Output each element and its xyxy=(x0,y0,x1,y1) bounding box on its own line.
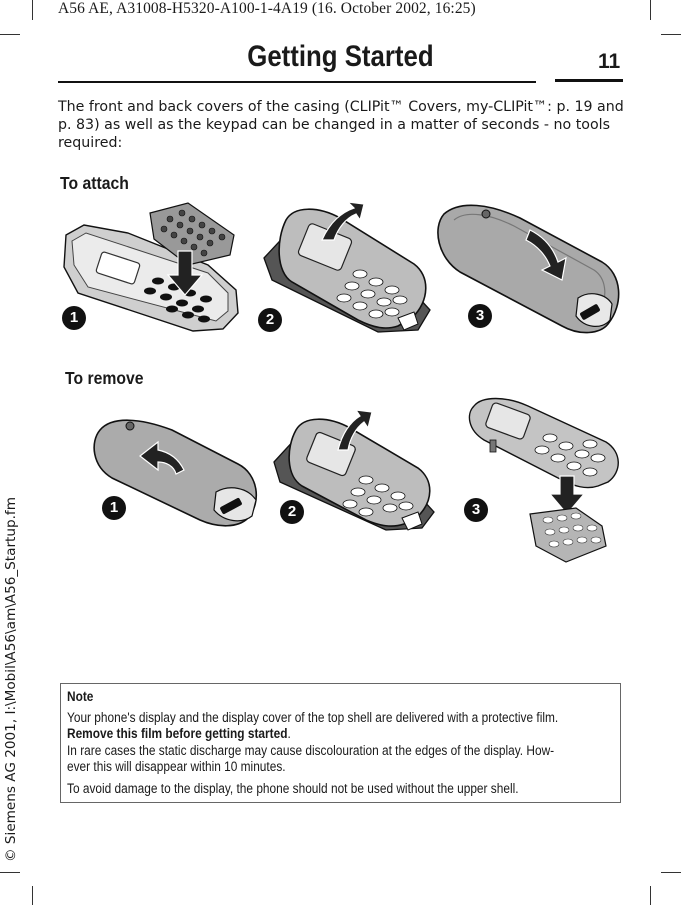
page-number: 11 xyxy=(598,50,621,73)
note-line-2 xyxy=(67,726,548,743)
note-line-3: In rare cases the static discharge may cause discolouration at the edges of the display. How- xyxy=(67,742,555,758)
attach-heading: To attach xyxy=(60,173,129,193)
crop-mark xyxy=(661,34,681,35)
attach-step-1-badge: 1 xyxy=(62,306,86,330)
document-header: A56 AE, A31008-H5320-A100-1-4A19 (16. October 2002, 16:25) xyxy=(58,0,476,17)
crop-mark xyxy=(0,34,20,35)
crop-mark xyxy=(32,0,33,20)
crop-mark xyxy=(650,0,651,20)
note-line-4: ever this will disappear within 10 minutes. xyxy=(67,759,286,774)
note-title: Note xyxy=(67,689,94,704)
attach-step-2-badge: 2 xyxy=(258,308,282,332)
attach-step-3-badge: 3 xyxy=(468,304,492,328)
crop-mark xyxy=(0,872,20,873)
attach-step-2-figure xyxy=(258,200,438,340)
attach-step-1-figure xyxy=(58,195,248,340)
remove-step-2-badge: 2 xyxy=(280,500,304,524)
remove-step-3-figure xyxy=(466,396,626,566)
attach-step-3-figure xyxy=(430,200,625,340)
page-number-rule xyxy=(555,79,623,82)
crop-mark xyxy=(661,872,681,873)
note-line-1: Your phone's display and the display cover of the top shell are delivered with a protective film. xyxy=(67,709,559,725)
note-line-2-bold: Remove this film before getting started xyxy=(67,726,288,741)
note-line-2-end: . xyxy=(287,726,291,741)
crop-mark xyxy=(32,886,33,905)
note-box xyxy=(60,683,621,803)
intro-paragraph: The front and back covers of the casing (CLIPit™ Covers, my-CLIPit™: p. 19 and p. 83) as well as the keypad can be changed in a matter of seconds - no tools required: xyxy=(58,99,624,151)
sidebar-copyright: © Siemens AG 2001, I:\Mobil\A56\am\A56_Startup.fm xyxy=(3,497,19,862)
crop-mark xyxy=(650,886,651,905)
remove-step-3-badge: 3 xyxy=(464,498,488,522)
remove-heading: To remove xyxy=(65,368,144,388)
note-line-5: To avoid damage to the display, the phone should not be used without the upper shell. xyxy=(67,780,519,796)
remove-step-1-badge: 1 xyxy=(102,496,126,520)
title-rule xyxy=(58,81,536,83)
page-title: Getting Started xyxy=(247,40,434,73)
